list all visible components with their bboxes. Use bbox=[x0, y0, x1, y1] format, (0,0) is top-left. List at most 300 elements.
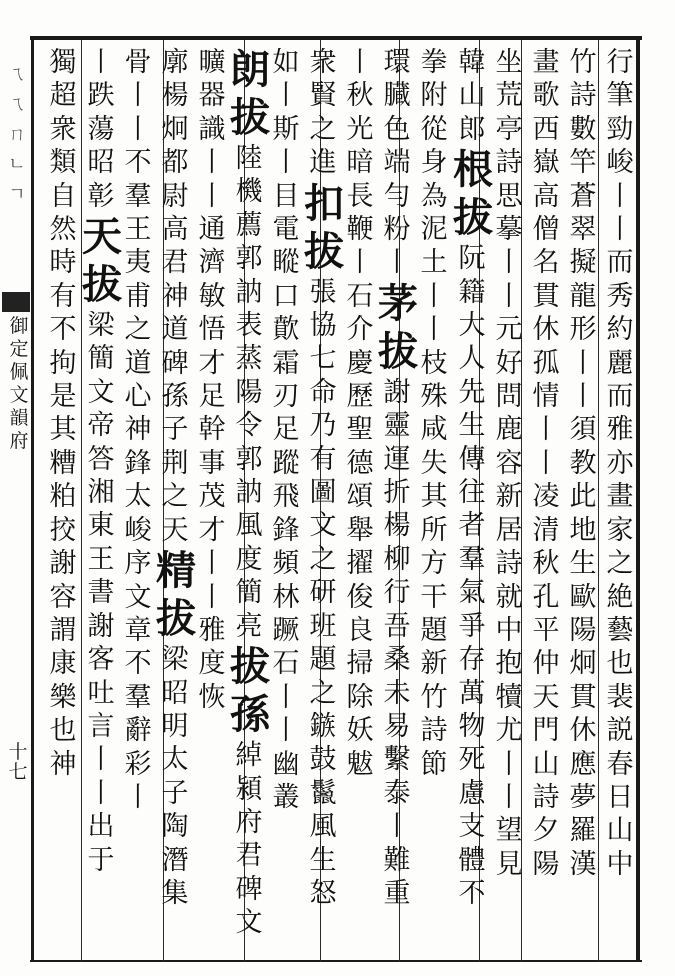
text-column bbox=[230, 46, 268, 940]
text-char: 王 bbox=[124, 214, 152, 246]
text-char: 除 bbox=[346, 681, 374, 713]
text-char: 亦 bbox=[606, 447, 634, 479]
text-char: 仲 bbox=[532, 648, 560, 680]
text-char: 尤 bbox=[495, 715, 523, 747]
text-char: 之 bbox=[309, 113, 337, 145]
text-char: 鬣 bbox=[309, 777, 337, 809]
text-char: 楊 bbox=[161, 80, 189, 112]
text-char: 丨 bbox=[198, 581, 226, 613]
text-char: 節 bbox=[420, 748, 448, 780]
text-char: 峻 bbox=[124, 514, 152, 546]
text-char: 臓 bbox=[383, 80, 411, 112]
text-char: 其 bbox=[420, 481, 448, 513]
text-char: 悟 bbox=[198, 314, 226, 346]
text-char: 德 bbox=[346, 447, 374, 479]
text-char: 也 bbox=[49, 715, 77, 747]
text-char: 絶 bbox=[606, 581, 634, 613]
text-char: 怒 bbox=[309, 877, 337, 909]
text-char: 物 bbox=[458, 710, 486, 742]
text-char: 妖 bbox=[346, 715, 374, 747]
text-char: 刃 bbox=[272, 381, 300, 413]
text-char: 丨 bbox=[606, 214, 634, 246]
text-char: 好 bbox=[495, 347, 523, 379]
text-char: 身 bbox=[420, 147, 448, 179]
text-char: 勻 bbox=[383, 180, 411, 212]
text-char: 教 bbox=[569, 447, 597, 479]
text-column bbox=[82, 46, 120, 877]
text-char: 慶 bbox=[346, 347, 374, 379]
text-char: 令 bbox=[235, 410, 263, 442]
text-char: 丨 bbox=[272, 681, 300, 713]
text-column bbox=[453, 46, 491, 910]
text-char: 風 bbox=[235, 510, 263, 542]
text-char: 衆 bbox=[309, 47, 337, 78]
text-char: 神 bbox=[161, 280, 189, 312]
text-column bbox=[490, 46, 528, 881]
text-char: 文 bbox=[124, 581, 152, 613]
text-char: 霜 bbox=[272, 347, 300, 379]
text-char: 新 bbox=[495, 481, 523, 513]
text-char: 目 bbox=[272, 180, 300, 212]
text-column bbox=[44, 46, 82, 781]
text-char: 龍 bbox=[569, 280, 597, 312]
text-char: 鋒 bbox=[272, 514, 300, 546]
text-char: 柳 bbox=[383, 543, 411, 575]
text-char: 如 bbox=[272, 47, 300, 78]
text-char: 時 bbox=[49, 247, 77, 279]
text-char: 天 bbox=[532, 681, 560, 713]
text-char: 府 bbox=[235, 806, 263, 838]
text-char: 跌 bbox=[87, 80, 115, 112]
text-char: 貫 bbox=[569, 681, 597, 713]
text-char: 難 bbox=[383, 844, 411, 876]
text-char: 子 bbox=[161, 777, 189, 809]
text-char: 獨 bbox=[49, 47, 77, 78]
text-char: 俊 bbox=[346, 581, 374, 613]
text-char: 中 bbox=[495, 614, 523, 646]
text-char: 超 bbox=[49, 80, 77, 112]
text-char: 丨 bbox=[569, 347, 597, 379]
text-char: 者 bbox=[458, 510, 486, 542]
text-char: 重 bbox=[383, 877, 411, 909]
text-char: 之 bbox=[309, 543, 337, 575]
text-char: 夕 bbox=[532, 815, 560, 847]
text-char: 郭 bbox=[235, 443, 263, 475]
text-char: 秋 bbox=[346, 80, 374, 112]
page-number-char: 七 bbox=[8, 761, 28, 783]
text-char: 夢 bbox=[569, 781, 597, 813]
text-char: 謝 bbox=[49, 548, 77, 580]
text-char: 暗 bbox=[346, 147, 374, 179]
text-char: 梁 bbox=[161, 644, 189, 676]
text-char: 不 bbox=[124, 147, 152, 179]
text-char: 而 bbox=[606, 381, 634, 413]
text-char: 舉 bbox=[346, 514, 374, 546]
text-char: 靈 bbox=[383, 410, 411, 442]
text-char: 事 bbox=[198, 447, 226, 479]
text-char: 簡 bbox=[87, 343, 115, 375]
margin-title-char: 御 bbox=[9, 315, 29, 337]
text-char: 訥 bbox=[235, 276, 263, 308]
text-char: 慮 bbox=[458, 777, 486, 809]
text-char: 文 bbox=[235, 907, 263, 939]
text-column bbox=[415, 46, 453, 781]
text-char: 擬 bbox=[569, 247, 597, 279]
text-char: 粉 bbox=[383, 214, 411, 246]
edge-marks bbox=[2, 60, 32, 210]
text-char: 幹 bbox=[198, 414, 226, 446]
top-border-rule bbox=[30, 36, 642, 40]
text-char: 休 bbox=[532, 314, 560, 346]
text-char: 爭 bbox=[458, 610, 486, 642]
text-char: 山 bbox=[532, 748, 560, 780]
text-char: 魃 bbox=[346, 748, 374, 780]
text-char: 是 bbox=[49, 381, 77, 413]
text-char: 度 bbox=[198, 648, 226, 680]
text-char: 言 bbox=[87, 710, 115, 742]
text-char: 從 bbox=[420, 113, 448, 145]
text-char: 往 bbox=[458, 477, 486, 509]
text-char: 詩 bbox=[569, 80, 597, 112]
text-char: 謝 bbox=[87, 610, 115, 642]
text-char: 謂 bbox=[49, 614, 77, 646]
text-char: 所 bbox=[420, 514, 448, 546]
text-char: 道 bbox=[124, 347, 152, 379]
text-char: 章 bbox=[124, 614, 152, 646]
text-char: 殊 bbox=[420, 381, 448, 413]
text-char: 思 bbox=[495, 180, 523, 212]
text-char: 茂 bbox=[198, 481, 226, 513]
text-char: 干 bbox=[420, 581, 448, 613]
text-char: 才 bbox=[198, 347, 226, 379]
headword-char: 拔 bbox=[378, 327, 418, 375]
margin-book-title bbox=[6, 315, 32, 453]
headword-char: 精 bbox=[156, 547, 196, 595]
text-char: 擢 bbox=[346, 548, 374, 580]
text-char: 死 bbox=[458, 744, 486, 776]
text-char: 大 bbox=[458, 310, 486, 342]
text-char: 秋 bbox=[532, 548, 560, 580]
text-char: 凌 bbox=[532, 481, 560, 513]
margin-title-char: 佩 bbox=[9, 361, 29, 383]
text-char: 自 bbox=[49, 180, 77, 212]
text-char: 丨 bbox=[87, 47, 115, 78]
text-char: 丨 bbox=[569, 381, 597, 413]
text-char: 然 bbox=[49, 214, 77, 246]
text-char: 土 bbox=[420, 247, 448, 279]
text-char: 居 bbox=[495, 514, 523, 546]
text-char: 拘 bbox=[49, 347, 77, 379]
text-char: 文 bbox=[309, 510, 337, 542]
text-char: 器 bbox=[198, 80, 226, 112]
text-char: 名 bbox=[532, 247, 560, 279]
text-char: 吐 bbox=[87, 677, 115, 709]
text-char: 日 bbox=[606, 781, 634, 813]
text-char: 數 bbox=[569, 113, 597, 145]
text-char: 咸 bbox=[420, 414, 448, 446]
text-char: 筆 bbox=[606, 80, 634, 112]
text-char: 明 bbox=[161, 710, 189, 742]
text-char: 曠 bbox=[198, 47, 226, 78]
text-char: 而 bbox=[606, 247, 634, 279]
text-char: 電 bbox=[272, 214, 300, 246]
text-char: 表 bbox=[235, 310, 263, 342]
text-char: 春 bbox=[606, 748, 634, 780]
text-char: 潁 bbox=[235, 773, 263, 805]
text-char: 挍 bbox=[49, 514, 77, 546]
text-char: 嶽 bbox=[532, 147, 560, 179]
text-char: 山 bbox=[606, 815, 634, 847]
text-char: 梁 bbox=[87, 310, 115, 342]
text-char: 神 bbox=[124, 414, 152, 446]
text-column bbox=[601, 46, 639, 881]
text-char: 問 bbox=[495, 381, 523, 413]
text-char: 夷 bbox=[124, 247, 152, 279]
text-char: 丨 bbox=[532, 447, 560, 479]
text-char: 尉 bbox=[161, 180, 189, 212]
text-char: 平 bbox=[532, 614, 560, 646]
text-char: 裴 bbox=[606, 681, 634, 713]
text-char: 鏃 bbox=[309, 710, 337, 742]
text-char: 犢 bbox=[495, 681, 523, 713]
text-char: 僧 bbox=[532, 214, 560, 246]
text-char: 糟 bbox=[49, 447, 77, 479]
text-char: 不 bbox=[49, 314, 77, 346]
text-char: 容 bbox=[495, 447, 523, 479]
text-char: 機 bbox=[235, 176, 263, 208]
text-column bbox=[341, 46, 379, 781]
text-char: 口 bbox=[272, 280, 300, 312]
text-char: 彰 bbox=[87, 180, 115, 212]
edge-mark-char: ㄴ bbox=[8, 154, 26, 175]
text-char: 掃 bbox=[346, 648, 374, 680]
text-char: 峻 bbox=[606, 147, 634, 179]
text-char: 太 bbox=[161, 744, 189, 776]
text-char: 康 bbox=[49, 648, 77, 680]
text-char: 鋒 bbox=[124, 447, 152, 479]
text-column bbox=[193, 46, 231, 714]
text-char: 潛 bbox=[161, 844, 189, 876]
text-char: 丨 bbox=[346, 47, 374, 78]
text-char: 附 bbox=[420, 80, 448, 112]
text-char: 陸 bbox=[235, 143, 263, 174]
text-char: 度 bbox=[235, 543, 263, 575]
text-char: 蕩 bbox=[87, 113, 115, 145]
text-char: 敏 bbox=[198, 280, 226, 312]
text-char: 粕 bbox=[49, 481, 77, 513]
text-char: 文 bbox=[87, 376, 115, 408]
text-char: 其 bbox=[49, 414, 77, 446]
headword-char: 茅 bbox=[378, 279, 418, 327]
text-char: 存 bbox=[458, 644, 486, 676]
text-column bbox=[564, 46, 602, 881]
text-char: 韓 bbox=[458, 47, 486, 78]
text-char: 漢 bbox=[569, 848, 597, 880]
text-char: 郎 bbox=[458, 113, 486, 145]
edge-mark-char: ㄱ bbox=[8, 184, 26, 205]
text-char: 太 bbox=[124, 481, 152, 513]
text-char: 不 bbox=[124, 648, 152, 680]
text-char: 荆 bbox=[161, 447, 189, 479]
text-char: 炯 bbox=[161, 113, 189, 145]
text-char: 泰 bbox=[383, 777, 411, 809]
text-char: 丨 bbox=[606, 180, 634, 212]
text-char: 休 bbox=[569, 715, 597, 747]
text-char: 彩 bbox=[124, 748, 152, 780]
text-char: 丨 bbox=[124, 113, 152, 145]
text-char: 羣 bbox=[458, 543, 486, 575]
text-char: 班 bbox=[309, 610, 337, 642]
text-char: 蒸 bbox=[235, 343, 263, 375]
text-char: 子 bbox=[161, 414, 189, 446]
bottom-border-rule bbox=[30, 960, 642, 962]
text-char: 于 bbox=[87, 844, 115, 876]
text-char: 通 bbox=[198, 214, 226, 246]
text-char: 方 bbox=[420, 548, 448, 580]
text-char: 萬 bbox=[458, 677, 486, 709]
text-char: 丨 bbox=[420, 280, 448, 312]
text-char: 羣 bbox=[124, 681, 152, 713]
headword-char: 拔 bbox=[82, 261, 122, 309]
text-char: 題 bbox=[420, 614, 448, 646]
text-char: 心 bbox=[124, 381, 152, 413]
text-char: 形 bbox=[569, 314, 597, 346]
text-char: 家 bbox=[606, 514, 634, 546]
text-char: 丨 bbox=[346, 247, 374, 279]
text-char: 神 bbox=[49, 748, 77, 780]
text-char: 支 bbox=[458, 811, 486, 843]
headword-char: 拔 bbox=[156, 595, 196, 643]
text-char: 出 bbox=[87, 811, 115, 843]
text-char: 幽 bbox=[272, 748, 300, 780]
text-char: 七 bbox=[309, 343, 337, 375]
text-char: 行 bbox=[383, 577, 411, 609]
text-char: 序 bbox=[124, 548, 152, 580]
margin-title-char: 文 bbox=[9, 384, 29, 406]
text-char: 陽 bbox=[532, 848, 560, 880]
text-char: 飛 bbox=[272, 481, 300, 513]
text-char: 中 bbox=[606, 848, 634, 880]
text-char: 鼓 bbox=[309, 744, 337, 776]
text-char: 蹶 bbox=[272, 614, 300, 646]
text-char: 君 bbox=[235, 840, 263, 872]
text-char: 林 bbox=[272, 581, 300, 613]
text-char: 氣 bbox=[458, 577, 486, 609]
text-char: 都 bbox=[161, 147, 189, 179]
text-char: 丨 bbox=[272, 80, 300, 112]
text-char: 丨 bbox=[383, 247, 411, 279]
text-char: 歌 bbox=[532, 80, 560, 112]
text-char: 折 bbox=[383, 477, 411, 509]
text-char: 恢 bbox=[198, 681, 226, 713]
text-char: 丨 bbox=[495, 781, 523, 813]
text-char: 易 bbox=[383, 710, 411, 742]
text-char: 竹 bbox=[569, 47, 597, 78]
text-char: 失 bbox=[420, 447, 448, 479]
text-char: 桑 bbox=[383, 644, 411, 676]
text-char: 東 bbox=[87, 510, 115, 542]
text-char: 賢 bbox=[309, 80, 337, 112]
text-char: 荒 bbox=[495, 80, 523, 112]
text-column bbox=[119, 46, 157, 814]
text-char: 枝 bbox=[420, 347, 448, 379]
text-char: 類 bbox=[49, 147, 77, 179]
text-char: 丨 bbox=[124, 781, 152, 813]
text-char: 體 bbox=[458, 844, 486, 876]
text-char: 詩 bbox=[495, 147, 523, 179]
text-char: 高 bbox=[161, 214, 189, 246]
text-char: 君 bbox=[161, 247, 189, 279]
text-char: 此 bbox=[569, 481, 597, 513]
page-number bbox=[3, 742, 33, 782]
text-char: 足 bbox=[272, 414, 300, 446]
text-char: 丨 bbox=[420, 314, 448, 346]
text-char: 陽 bbox=[235, 376, 263, 408]
headword-char: 根 bbox=[453, 146, 493, 194]
text-char: 孤 bbox=[532, 347, 560, 379]
text-char: 色 bbox=[383, 113, 411, 145]
text-char: 陶 bbox=[161, 811, 189, 843]
text-char: 傳 bbox=[458, 443, 486, 475]
text-char: 歕 bbox=[272, 314, 300, 346]
text-char: 摹 bbox=[495, 214, 523, 246]
text-char: 拳 bbox=[420, 47, 448, 78]
text-column bbox=[378, 46, 416, 910]
margin-title-char: 韻 bbox=[9, 407, 29, 429]
text-char: 答 bbox=[87, 443, 115, 475]
text-char: 運 bbox=[383, 443, 411, 475]
margin-tab-mark bbox=[2, 292, 30, 312]
text-char: 石 bbox=[346, 280, 374, 312]
text-char: 籍 bbox=[458, 276, 486, 308]
text-char: 門 bbox=[532, 715, 560, 747]
text-char: 生 bbox=[309, 844, 337, 876]
text-char: 新 bbox=[420, 648, 448, 680]
headword-char: 孫 bbox=[230, 691, 270, 739]
text-char: 昭 bbox=[87, 147, 115, 179]
text-char: 張 bbox=[309, 276, 337, 308]
text-char: 丨 bbox=[495, 247, 523, 279]
text-char: 繫 bbox=[383, 744, 411, 776]
text-char: 碑 bbox=[161, 347, 189, 379]
headword-char: 拔 bbox=[304, 227, 344, 275]
text-char: 乃 bbox=[309, 410, 337, 442]
text-char: 帝 bbox=[87, 410, 115, 442]
text-char: 石 bbox=[272, 648, 300, 680]
text-char: 足 bbox=[198, 381, 226, 413]
text-char: 高 bbox=[532, 180, 560, 212]
text-char: 貫 bbox=[532, 280, 560, 312]
headword-char: 拔 bbox=[230, 94, 270, 141]
text-char: 斯 bbox=[272, 113, 300, 145]
text-char: 丨 bbox=[198, 147, 226, 179]
text-char: 甫 bbox=[124, 280, 152, 312]
text-char: 竹 bbox=[420, 681, 448, 713]
text-char: 濟 bbox=[198, 247, 226, 279]
text-char: 歐 bbox=[569, 581, 597, 613]
text-char: 聖 bbox=[346, 414, 374, 446]
text-char: 就 bbox=[495, 581, 523, 613]
text-char: 孫 bbox=[161, 381, 189, 413]
text-char: 有 bbox=[309, 443, 337, 475]
text-char: 進 bbox=[309, 147, 337, 179]
text-char: 端 bbox=[383, 147, 411, 179]
text-char: 風 bbox=[309, 811, 337, 843]
text-char: 叢 bbox=[272, 781, 300, 813]
text-char: 綽 bbox=[235, 740, 263, 772]
text-char: 丨 bbox=[272, 147, 300, 179]
text-char: 抱 bbox=[495, 648, 523, 680]
